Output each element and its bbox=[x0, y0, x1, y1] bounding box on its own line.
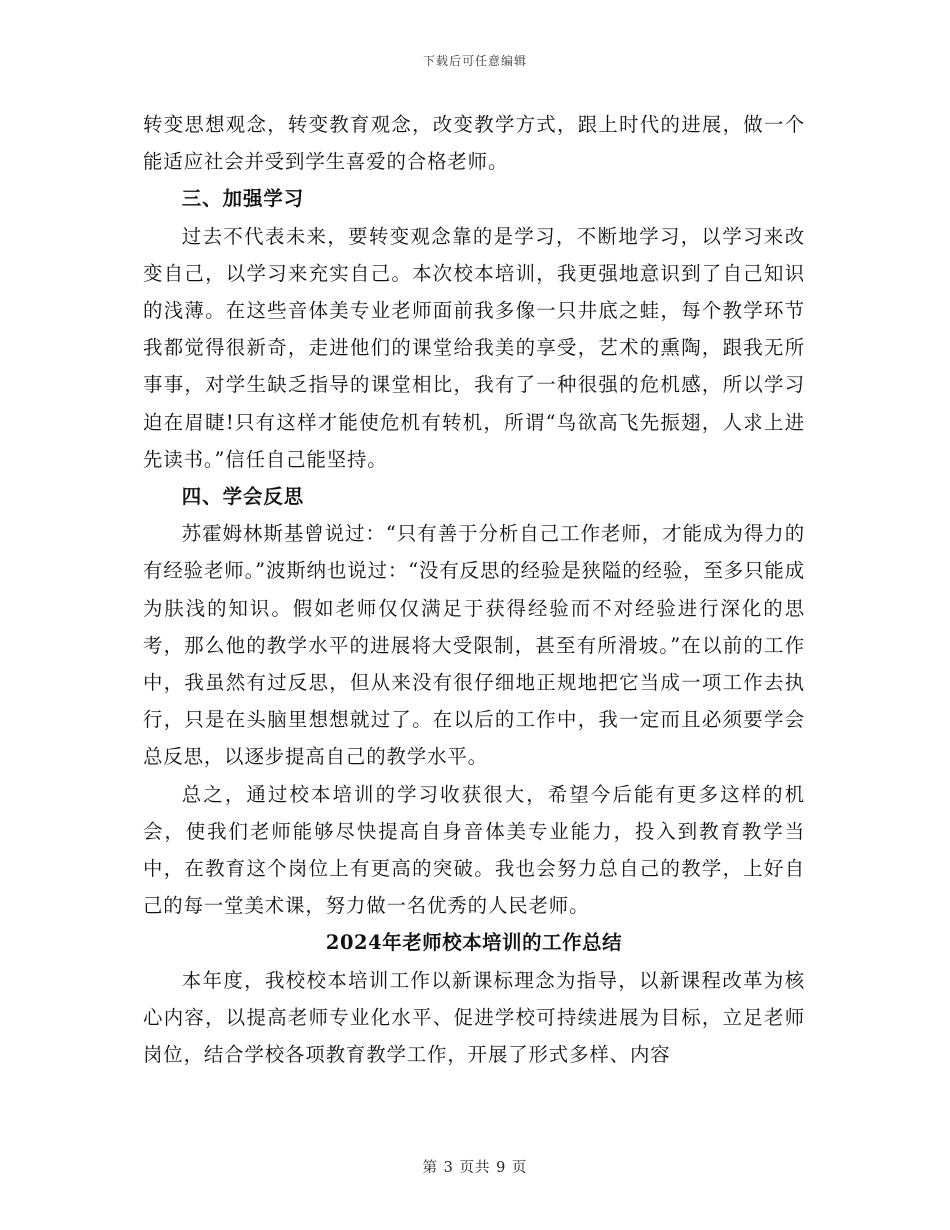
page-header: 下载后可任意编辑 bbox=[422, 54, 527, 68]
section-4-paragraph: 苏霍姆林斯基曾说过：“只有善于分析自己工作老师，才能成为得力的有经验老师。”波斯纳也说过：“没有反思的经验是狭隘的经验，至多只能成为肤浅的知识。假如老师仅仅满足于获得经验而不对经验进行深化的思考，那么他的教学水平的进展将大受限制，甚至有所滑坡。”在以前的工作中，我虽然有过反思，但从来没有很仔细地正规地把它当成一项工作去执行，只是在头脑里想想就过了。在以后的工作中，我一定而且必须要学会总反思，以逐步提高自己的教学水平。 bbox=[143, 522, 805, 769]
section-heading-4: 四、学会反思 bbox=[181, 485, 305, 509]
conclusion-paragraph: 总之，通过校本培训的学习收获很大，希望今后能有更多这样的机会，使我们老师能够尽快提高自身音体美专业能力，投入到教育教学当中，在教育这个岗位上有更高的突破。我也会努力总自己的教学，上好自己的每一堂美术课，努力做一名优秀的人民老师。 bbox=[143, 782, 805, 918]
intro-paragraph: 本年度，我校校本培训工作以新课标理念为指导，以新课程改革为核心内容，以提高老师专业化水平、促进学校可持续进展为目标，立足老师岗位，结合学校各项教育教学工作，开展了形式多样、内容 bbox=[143, 968, 805, 1067]
document-title: 2024年老师校本培训的工作总结 bbox=[325, 931, 623, 955]
section-3-paragraph: 过去不代表未来，要转变观念靠的是学习，不断地学习，以学习来改变自己，以学习来充实自己。本次校本培训，我更强地意识到了自己知识的浅薄。在这些音体美专业老师面前我多像一只井底之蛙，每个教学环节我都觉得很新奇，走进他们的课堂给我美的享受，艺术的熏陶，跟我无所事事，对学生缺乏指导的课堂相比，我有了一种很强的危机感，所以学习迫在眉睫!只有这样才能使危机有转机，所谓“鸟欲高飞先振翅，人求上进先读书。”信任自己能坚持。 bbox=[143, 224, 805, 471]
section-heading-3: 三、加强学习 bbox=[181, 187, 305, 211]
page-content bbox=[143, 106, 805, 1073]
continuation-paragraph: 转变思想观念，转变教育观念，改变教学方式，跟上时代的进展，做一个能适应社会并受到学生喜爱的合格老师。 bbox=[143, 113, 805, 174]
page-footer: 第 3 页共 9 页 bbox=[422, 1160, 528, 1176]
